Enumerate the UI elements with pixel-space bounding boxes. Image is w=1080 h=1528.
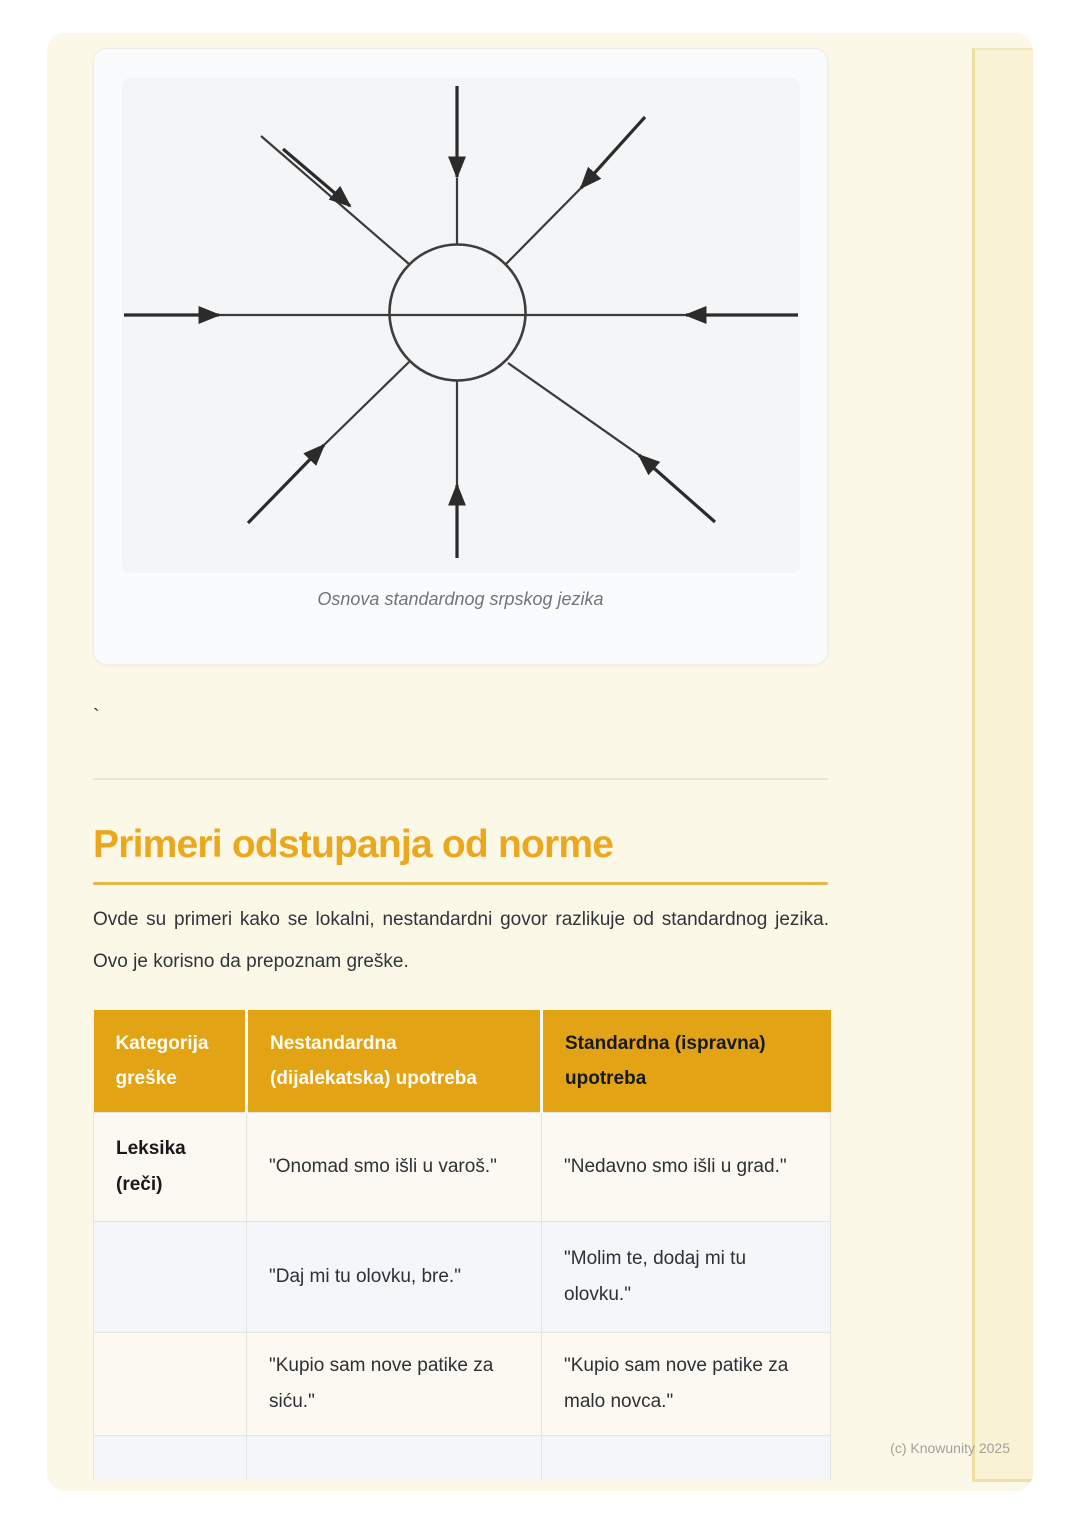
section-title-rule [93, 882, 828, 885]
header-cell-category: Kategorija greške [94, 1010, 247, 1113]
table-header-row [94, 1010, 831, 1113]
stray-backtick: ` [93, 706, 100, 728]
cell-category: Leksika (reči) [94, 1113, 247, 1222]
examples-table [93, 1010, 831, 1480]
content-divider [93, 778, 828, 780]
table-row [94, 1113, 831, 1222]
figure-card [93, 48, 828, 665]
cell-nonstandard: "Daj mi tu olovku, bre." [247, 1222, 542, 1333]
cell-standard: "Molim te, dodaj mi tu olovku." [542, 1222, 831, 1333]
cell-standard: "Kupio sam nove patike za malo novca." [542, 1333, 831, 1436]
cell-category [94, 1436, 247, 1481]
section-title: Primeri odstupanja od norme [93, 823, 614, 866]
radial-arrows-diagram [122, 78, 800, 573]
cell-category [94, 1333, 247, 1436]
header-cell-standard: Standardna (ispravna) upotreba [542, 1010, 831, 1113]
cell-nonstandard: "Kupio sam nove patike za siću." [247, 1333, 542, 1436]
header-cell-nonstandard: Nestandardna (dijalekatska) upotreba [247, 1010, 542, 1113]
cell-nonstandard [247, 1436, 542, 1481]
intro-paragraph: Ovde su primeri kako se lokalni, nestandardni govor razlikuje od standardnog jezika. Ovo je korisno da prepoznam greške. [93, 909, 829, 972]
document-sheet [47, 33, 1033, 1491]
copyright-footer: (c) Knowunity 2025 [890, 1440, 1010, 1456]
figure-image [122, 78, 800, 573]
page-scroll-track[interactable] [972, 48, 1033, 1482]
cell-category [94, 1222, 247, 1333]
figure-caption: Osnova standardnog srpskog jezika [317, 589, 604, 609]
table-row [94, 1436, 831, 1481]
cell-standard: "Nedavno smo išli u grad." [542, 1113, 831, 1222]
cell-nonstandard: "Onomad smo išli u varoš." [247, 1113, 542, 1222]
cell-standard [542, 1436, 831, 1481]
table-row [94, 1222, 831, 1333]
table-row [94, 1333, 831, 1436]
